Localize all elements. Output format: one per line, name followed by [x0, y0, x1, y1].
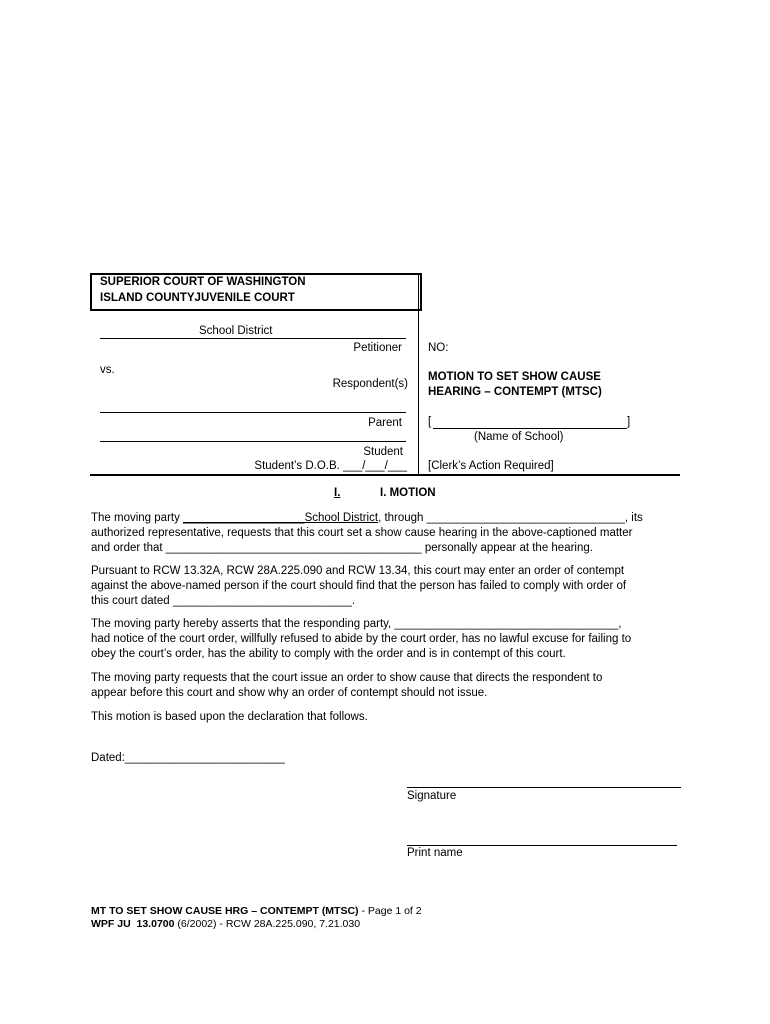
student-label: Student	[363, 446, 403, 458]
paragraph-4-line-2: appear before this court and show why an order of contempt should not issue.	[91, 687, 488, 699]
paragraph-3-line-2: had notice of the court order, willfully refused to abide by the court order, has no lawful excuse for failing to	[91, 633, 632, 645]
document-title-line1: MOTION TO SET SHOW CAUSE	[428, 371, 601, 383]
bracket-open: [	[428, 416, 432, 428]
paragraph-3-line-3: obey the court’s order, has the ability to comply with the order and is in contempt of this court.	[91, 648, 566, 660]
paragraph-1-line-2: authorized representative, requests that this court set a show cause hearing in the above-captioned matter	[91, 527, 633, 539]
print-name-label: Print name	[407, 847, 463, 859]
p1-school-district-blank: ___________________School District	[183, 512, 379, 524]
court-name-line1: SUPERIOR COURT OF WASHINGTON	[100, 276, 306, 288]
footer-line-2	[91, 918, 360, 931]
case-number-label: NO:	[428, 342, 449, 354]
paragraph-3-line-1: The moving party hereby asserts that the responding party, ___________________________________,	[91, 618, 622, 630]
caption-bottom-rule	[90, 474, 680, 476]
footer-page-number: - Page 1 of 2	[358, 905, 422, 917]
school-district-label: School District	[199, 325, 273, 337]
clerk-action-label: [Clerk’s Action Required]	[428, 460, 554, 472]
signature-label: Signature	[407, 790, 457, 802]
paragraph-2-line-3: this court dated ____________________________.	[91, 595, 356, 607]
p1-text-b: , through _______________________________, its	[378, 512, 643, 524]
school-district-line	[100, 338, 406, 339]
print-name-line	[407, 845, 677, 846]
paragraph-2-line-2: against the above-named person if the court should find that the person has failed to comply with order of	[91, 580, 627, 592]
dated-line: Dated:_________________________	[91, 752, 285, 764]
signature-line	[407, 787, 681, 788]
footer-form-title: MT TO SET SHOW CAUSE HRG – CONTEMPT (MTSC)	[91, 905, 359, 917]
document-title-line2: HEARING – CONTEMPT (MTSC)	[428, 386, 602, 398]
student-dob: Student’s D.O.B. ___/___/___	[254, 460, 407, 472]
paragraph-1-line-1	[91, 510, 691, 526]
paragraph-1-line-3: and order that ________________________________________ personally appear at the hearing.	[91, 542, 593, 554]
respondents-label: Respondent(s)	[332, 378, 408, 390]
section-number: I.	[334, 487, 341, 499]
parent-label: Parent	[368, 417, 402, 429]
vs-label: vs.	[100, 364, 115, 376]
bracket-close: ]	[627, 416, 631, 428]
footer-form-number: WPF JU 13.0700	[91, 918, 175, 930]
section-heading: I. MOTION	[380, 487, 436, 499]
parent-line	[100, 441, 406, 442]
paragraph-4-line-1: The moving party requests that the court issue an order to show cause that directs the respondent to	[91, 672, 603, 684]
footer-line-1	[91, 905, 422, 918]
court-header-box-bottom	[90, 309, 420, 311]
name-of-school-label: (Name of School)	[474, 431, 564, 443]
respondent-line	[100, 412, 406, 413]
petitioner-label: Petitioner	[353, 342, 402, 354]
caption-divider	[418, 273, 419, 474]
court-name-line2: ISLAND COUNTYJUVENILE COURT	[100, 292, 295, 304]
footer-form-citation: (6/2002) - RCW 28A.225.090, 7.21.030	[174, 918, 361, 930]
paragraph-2-line-1: Pursuant to RCW 13.32A, RCW 28A.225.090 and RCW 13.34, this court may enter an order of contempt	[91, 565, 625, 577]
school-name-line	[433, 428, 627, 429]
paragraph-5: This motion is based upon the declaration that follows.	[91, 711, 368, 723]
p1-text-a: The moving party	[91, 512, 184, 524]
